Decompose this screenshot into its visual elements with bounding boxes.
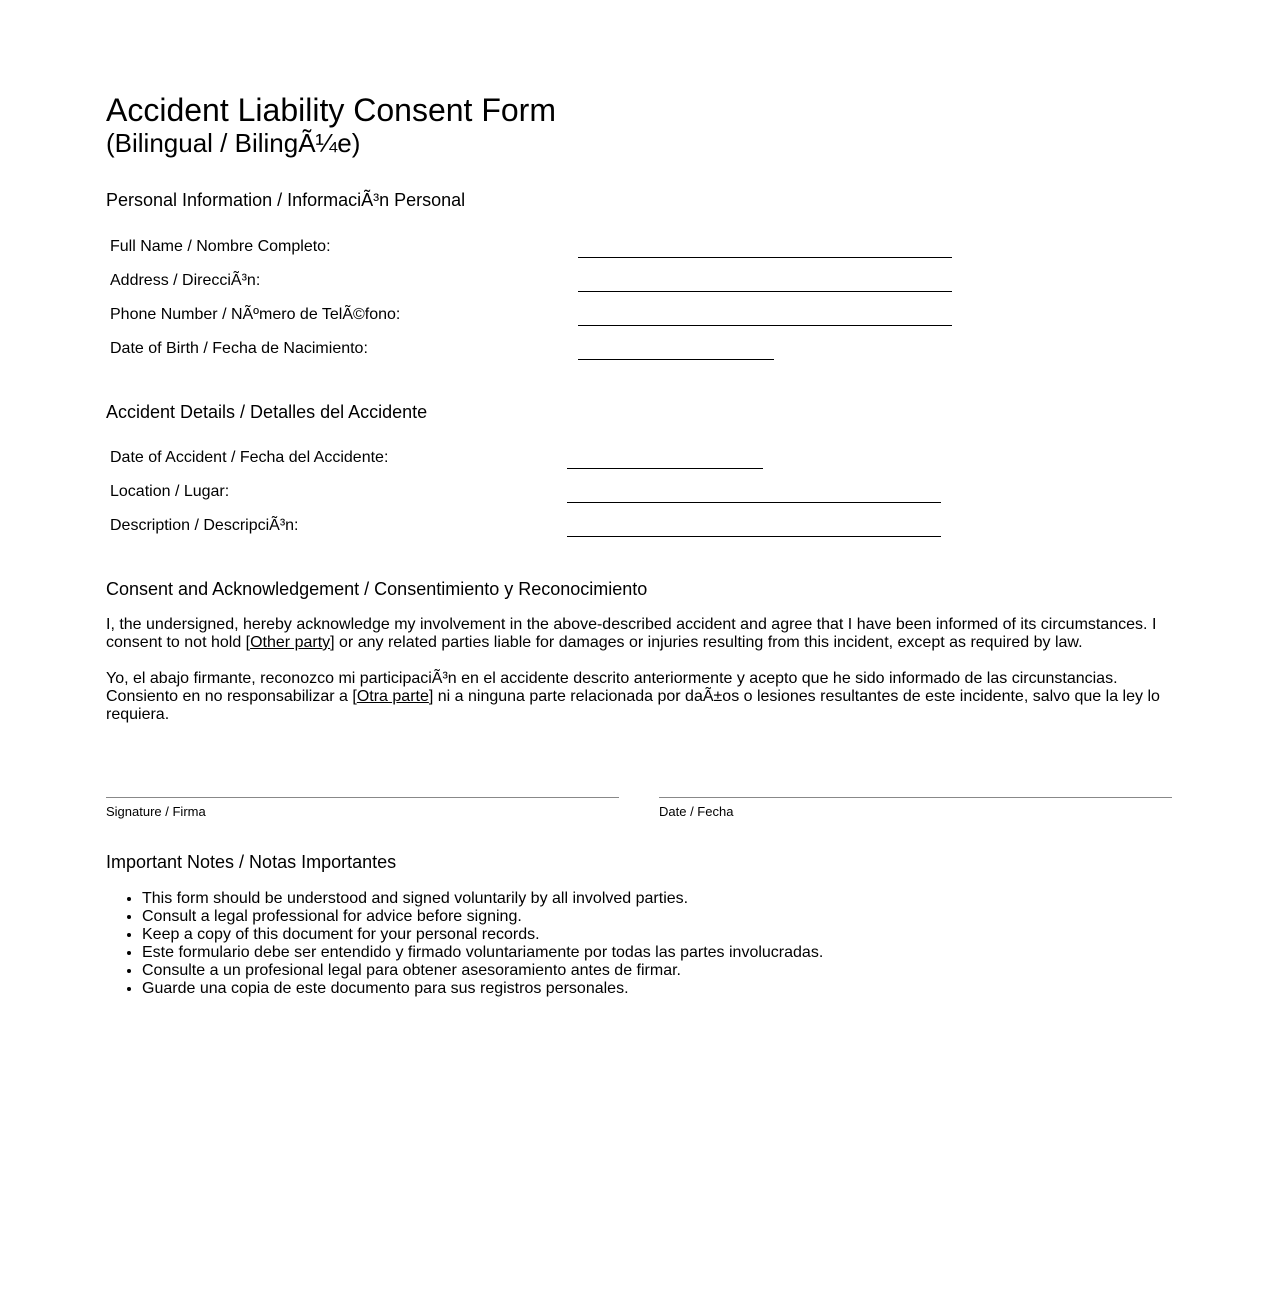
accident-date-label: Date of Accident / Fecha del Accidente: xyxy=(110,449,389,466)
form-title: Accident Liability Consent Form xyxy=(106,92,556,128)
personal-info-heading: Personal Information / InformaciÃ³n Personal xyxy=(106,190,466,210)
full-name-field[interactable] xyxy=(574,230,956,264)
personal-info-table xyxy=(106,230,956,366)
description-label: Description / DescripciÃ³n: xyxy=(110,517,299,534)
consent-spanish-paragraph xyxy=(106,670,1172,724)
full-name-label: Full Name / Nombre Completo: xyxy=(110,238,331,255)
field-row-phone xyxy=(106,298,956,332)
accident-date-line[interactable] xyxy=(567,451,763,469)
field-row-location xyxy=(106,475,945,509)
list-item: • This form should be understood and signed voluntarily by all involved parties. xyxy=(142,890,1172,908)
consent-english-paragraph xyxy=(106,616,1172,652)
consent-english-text-start: I, the undersigned, hereby acknowledge my involvement in the above-described accident and agree that I have been informed of its circumstances. I consent to not hold [ xyxy=(106,616,1157,651)
description-line[interactable] xyxy=(567,519,941,537)
consent-spanish-text-end: ] ni a ninguna parte relacionada por daÃ±os o lesiones resultantes de este incidente, salvo que la ley lo requiera. xyxy=(106,688,1160,723)
consent-form-document xyxy=(106,92,1172,998)
other-party-placeholder: Other party xyxy=(250,634,331,651)
important-notes-list xyxy=(106,890,1172,998)
location-field[interactable] xyxy=(563,475,945,509)
list-item: • Keep a copy of this document for your personal records. xyxy=(142,926,1172,944)
field-row-dob xyxy=(106,332,956,366)
signature-row xyxy=(106,797,1172,820)
list-item: • Guarde una copia de este documento para sus registros personales. xyxy=(142,980,1172,998)
address-field[interactable] xyxy=(574,264,956,298)
phone-label: Phone Number / NÃºmero de TelÃ©fono: xyxy=(110,306,401,323)
field-row-full-name xyxy=(106,230,956,264)
form-subtitle: (Bilingual / BilingÃ¼e) xyxy=(106,128,361,158)
field-row-description xyxy=(106,509,945,543)
date-label: Date / Fecha xyxy=(659,804,734,819)
accident-details-table xyxy=(106,441,945,543)
dob-line[interactable] xyxy=(578,342,774,360)
signature-label: Signature / Firma xyxy=(106,804,206,819)
field-row-address xyxy=(106,264,956,298)
accident-date-field[interactable] xyxy=(563,441,945,475)
signature-line[interactable] xyxy=(106,797,619,798)
consent-heading: Consent and Acknowledgement / Consentimiento y Reconocimiento xyxy=(106,579,648,599)
phone-line[interactable] xyxy=(578,308,952,326)
signature-block xyxy=(106,797,619,820)
description-field[interactable] xyxy=(563,509,945,543)
full-name-line[interactable] xyxy=(578,240,952,258)
location-label: Location / Lugar: xyxy=(110,483,230,500)
list-item: • Consult a legal professional for advice before signing. xyxy=(142,908,1172,926)
phone-field[interactable] xyxy=(574,298,956,332)
dob-label: Date of Birth / Fecha de Nacimiento: xyxy=(110,340,368,357)
date-block xyxy=(659,797,1172,820)
address-line[interactable] xyxy=(578,274,952,292)
date-line[interactable] xyxy=(659,797,1172,798)
consent-spanish-text-start: Yo, el abajo firmante, reconozco mi participaciÃ³n en el accidente descrito anteriormente y acepto que he sido informado de las circunstancias. Consiento en no responsabilizar a [ xyxy=(106,670,1118,705)
important-notes-heading: Important Notes / Notas Importantes xyxy=(106,852,397,872)
location-line[interactable] xyxy=(567,485,941,503)
list-item: • Consulte a un profesional legal para obtener asesoramiento antes de firmar. xyxy=(142,962,1172,980)
consent-english-text-end: ] or any related parties liable for damages or injuries resulting from this incident, except as required by law. xyxy=(330,634,1083,651)
list-item: • Este formulario debe ser entendido y firmado voluntariamente por todas las partes involucradas. xyxy=(142,944,1172,962)
dob-field[interactable] xyxy=(574,332,956,366)
address-label: Address / DirecciÃ³n: xyxy=(110,272,261,289)
field-row-accident-date xyxy=(106,441,945,475)
otra-parte-placeholder: Otra parte xyxy=(356,688,429,705)
accident-details-heading: Accident Details / Detalles del Accidente xyxy=(106,402,428,422)
